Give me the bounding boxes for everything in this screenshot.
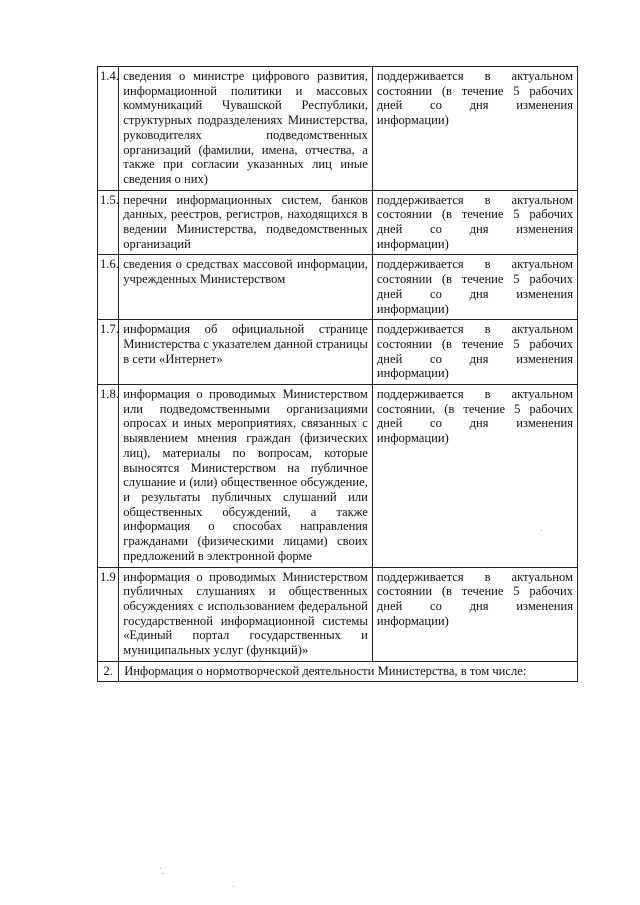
row-content: сведения о министре цифрового развития, информационной политики и массовых коммуникаций Чувашской Республики, структурных подразделениях Министерства, руководителях подведомственных организаций (фамилии, имена, отчества, а также при согласии указанных лиц иные сведения о них): [119, 67, 373, 191]
table-row: [98, 385, 578, 567]
table-row: [98, 567, 578, 661]
row-content: информация об официальной странице Министерства с указателем данной страницы в сети «Интернет»: [119, 320, 373, 385]
section-number: 2.: [98, 661, 119, 682]
row-status: поддерживается в актуальном состоянии (в течение 5 рабочих дней со дня изменения информации): [372, 255, 577, 320]
scan-speck: [160, 868, 161, 869]
row-content: перечни информационных систем, банков данных, реестров, регистров, находящихся в ведении Министерства, подведомственных организаций: [119, 190, 373, 255]
row-content: сведения о средствах массовой информации, учрежденных Министерством: [119, 255, 373, 320]
row-number: 1.6.: [98, 255, 119, 320]
scan-speck: [162, 873, 163, 874]
row-number: 1.4.: [98, 67, 119, 191]
row-number: 1.7.: [98, 320, 119, 385]
row-number: 1.5.: [98, 190, 119, 255]
section-heading: Информация о нормотворческой деятельности Министерства, в том числе:: [119, 661, 578, 682]
row-status: поддерживается в актуальном состоянии (в течение 5 рабочих дней со дня изменения информации): [372, 567, 577, 661]
disclosure-table: [97, 66, 578, 682]
table-row: [98, 255, 578, 320]
table-row: [98, 190, 578, 255]
row-number: 1.9: [98, 567, 119, 661]
row-status: поддерживается в актуальном состоянии (в течение 5 рабочих дней со дня изменения информации): [372, 320, 577, 385]
row-content: информация о проводимых Министерством или подведомственными организациями опросах и иных мероприятиях, связанных с выявлением мнения граждан (физических лиц), материалы по вопросам, которые выносятся Министерством на публичное слушание и (или) общественное обсуждение, и результаты публичных слушаний или общественных обсуждений, а также информация о способах направления гражданами (физическими лицами) своих предложений в электронной форме: [119, 385, 373, 567]
section-row: [98, 661, 578, 682]
table-row: [98, 320, 578, 385]
row-content: информация о проводимых Министерством публичных слушаниях и общественных обсуждениях с использованием федеральной государственной информационной системы «Единый портал государственных и муниципальных услуг (функций)»: [119, 567, 373, 661]
scan-speck: [541, 530, 542, 531]
scan-speck: [233, 886, 234, 887]
table-row: [98, 67, 578, 191]
row-status: поддерживается в актуальном состоянии (в течение 5 рабочих дней со дня изменения информации): [372, 190, 577, 255]
row-number: 1.8.: [98, 385, 119, 567]
row-status: поддерживается в актуальном состоянии, (в течение 5 рабочих дней со дня изменения информации): [372, 385, 577, 567]
row-status: поддерживается в актуальном состоянии (в течение 5 рабочих дней со дня изменения информации): [372, 67, 577, 191]
